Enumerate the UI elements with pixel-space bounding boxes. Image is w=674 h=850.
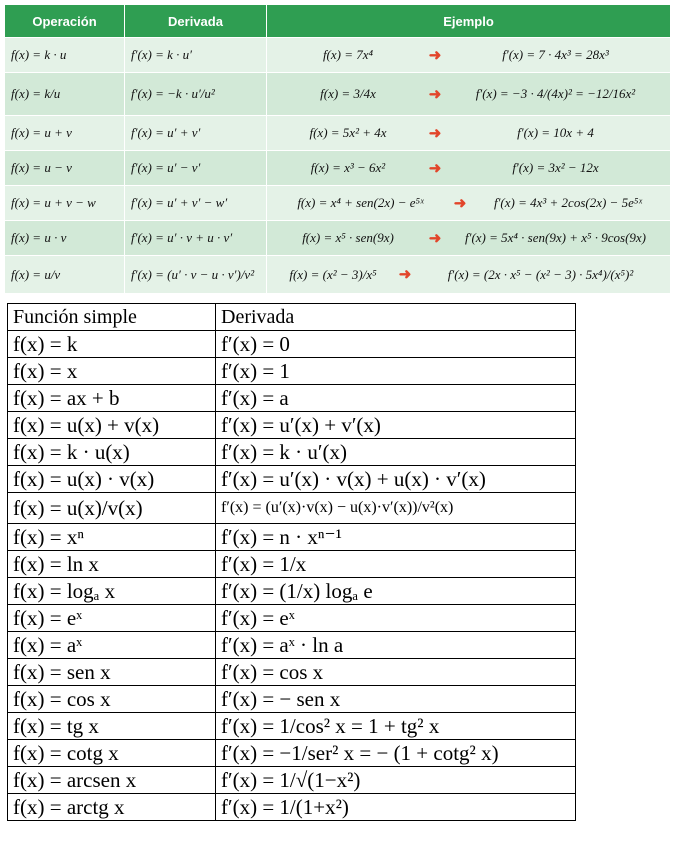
header-ejemplo: Ejemplo <box>267 5 671 38</box>
derivative-cell: f′(x) = 1 <box>216 358 576 385</box>
rule-row <box>8 578 576 605</box>
operation-row <box>5 151 671 186</box>
function-cell: f(x) = arctg x <box>8 794 216 821</box>
derivative-cell: f′(x) = u′ + v′ − w′ <box>125 186 267 221</box>
derivative-cell: f′(x) = cos x <box>216 659 576 686</box>
derivative-cell: f′(x) = 0 <box>216 331 576 358</box>
example-function: f(x) = x³ − 6x² <box>310 160 386 175</box>
derivative-cell: f′(x) = u′ + v′ <box>125 116 267 151</box>
operation-cell: f(x) = u + v <box>5 116 125 151</box>
function-cell: f(x) = k · u(x) <box>8 439 216 466</box>
arrow-icon: ➜ <box>428 230 442 247</box>
function-cell: f(x) = k <box>8 331 216 358</box>
rule-row <box>8 659 576 686</box>
rule-row <box>8 605 576 632</box>
header-funcion-simple: Función simple <box>8 304 216 331</box>
rule-row <box>8 385 576 412</box>
derivative-cell: f′(x) = k · u′ <box>125 38 267 73</box>
function-cell: f(x) = logₐ x <box>8 578 216 605</box>
arrow-icon: ➜ <box>453 195 467 212</box>
function-cell: f(x) = aˣ <box>8 632 216 659</box>
arrow-icon: ➜ <box>428 125 442 142</box>
function-cell: f(x) = arcsen x <box>8 767 216 794</box>
operation-row <box>5 116 671 151</box>
header-derivada: Derivada <box>216 304 576 331</box>
derivative-cell: f′(x) = −1/ser² x = − (1 + cotg² x) <box>216 740 576 767</box>
derivative-cell: f′(x) = 1/x <box>216 551 576 578</box>
rule-row <box>8 767 576 794</box>
derivative-cell: f′(x) = − sen x <box>216 686 576 713</box>
derivative-cell: f′(x) = a <box>216 385 576 412</box>
arrow-icon: ➜ <box>428 160 442 177</box>
rule-row <box>8 412 576 439</box>
derivative-cell: f′(x) = u′ · v + u · v′ <box>125 221 267 256</box>
operation-cell: f(x) = u/v <box>5 256 125 294</box>
derivative-cell: f′(x) = u′(x) + v′(x) <box>216 412 576 439</box>
rule-row <box>8 713 576 740</box>
example-derivative: f′(x) = (2x · x⁵ − (x² − 3) · 5x⁴)/(x⁵)² <box>447 266 634 282</box>
derivative-cell: f′(x) = 1/(1+x²) <box>216 794 576 821</box>
arrow-icon: ➜ <box>428 47 442 64</box>
function-cell: f(x) = tg x <box>8 713 216 740</box>
example-derivative: f′(x) = −3 · 4/(4x)² = −12/16x² <box>475 86 636 101</box>
example-cell <box>267 151 671 186</box>
function-cell: f(x) = xⁿ <box>8 524 216 551</box>
example-cell <box>267 38 671 73</box>
derivative-cell: f′(x) = n · xⁿ⁻¹ <box>216 524 576 551</box>
operation-row <box>5 186 671 221</box>
example-function: f(x) = 5x² + 4x <box>309 125 387 140</box>
example-derivative: f′(x) = 7 · 4x³ = 28x³ <box>502 47 609 62</box>
operation-cell: f(x) = k · u <box>5 38 125 73</box>
operations-header-row <box>5 5 671 38</box>
operation-row <box>5 256 671 294</box>
example-function: f(x) = x⁵ · sen(9x) <box>302 230 394 245</box>
rule-row <box>8 740 576 767</box>
function-cell: f(x) = ln x <box>8 551 216 578</box>
example-cell <box>267 73 671 116</box>
function-cell: f(x) = cos x <box>8 686 216 713</box>
derivative-rules-table <box>7 303 576 821</box>
derivative-cell: f′(x) = 1/cos² x = 1 + tg² x <box>216 713 576 740</box>
example-function: f(x) = x⁴ + sen(2x) − e⁵ˣ <box>297 195 424 210</box>
function-cell: f(x) = sen x <box>8 659 216 686</box>
example-function: f(x) = 7x⁴ <box>322 47 374 62</box>
operation-cell: f(x) = u − v <box>5 151 125 186</box>
rule-row <box>8 331 576 358</box>
derivative-cell: f′(x) = u′(x) · v(x) + u(x) · v′(x) <box>216 466 576 493</box>
example-derivative: f′(x) = 10x + 4 <box>517 125 594 140</box>
example-function: f(x) = (x² − 3)/x⁵ <box>289 266 377 282</box>
derivative-cell: f′(x) = 1/√(1−x²) <box>216 767 576 794</box>
header-derivada: Derivada <box>125 5 267 38</box>
rule-row <box>8 794 576 821</box>
function-cell: f(x) = u(x)/v(x) <box>8 493 216 524</box>
example-derivative: f′(x) = 3x² − 12x <box>512 160 599 175</box>
operations-table <box>4 4 671 294</box>
rules-header-row <box>8 304 576 331</box>
rule-row <box>8 358 576 385</box>
operation-row <box>5 38 671 73</box>
example-derivative: f′(x) = 4x³ + 2cos(2x) − 5e⁵ˣ <box>493 195 643 210</box>
operation-row <box>5 73 671 116</box>
operation-row <box>5 221 671 256</box>
example-derivative: f′(x) = 5x⁴ · sen(9x) + x⁵ · 9cos(9x) <box>464 230 647 245</box>
arrow-icon: ➜ <box>398 267 412 283</box>
derivative-cell: f′(x) = aˣ · ln a <box>216 632 576 659</box>
rule-row <box>8 551 576 578</box>
rule-row <box>8 439 576 466</box>
function-cell: f(x) = eˣ <box>8 605 216 632</box>
example-cell <box>267 186 671 221</box>
derivative-cell: f′(x) = u′ − v′ <box>125 151 267 186</box>
derivative-cell: f′(x) = (u′ · v − u · v′)/v² <box>125 256 267 294</box>
derivative-cell: f′(x) = (1/x) logₐ e <box>216 578 576 605</box>
function-cell: f(x) = u(x) · v(x) <box>8 466 216 493</box>
example-function: f(x) = 3/4x <box>320 86 376 101</box>
rule-row <box>8 466 576 493</box>
rule-row <box>8 632 576 659</box>
example-cell <box>267 116 671 151</box>
operation-cell: f(x) = u + v − w <box>5 186 125 221</box>
derivative-cell: f′(x) = (u′(x)·v(x) − u(x)·v′(x))/v²(x) <box>216 493 576 524</box>
rule-row <box>8 686 576 713</box>
example-cell <box>267 221 671 256</box>
derivative-cell: f′(x) = k · u′(x) <box>216 439 576 466</box>
function-cell: f(x) = ax + b <box>8 385 216 412</box>
function-cell: f(x) = cotg x <box>8 740 216 767</box>
derivative-cell: f′(x) = −k · u′/u² <box>125 73 267 116</box>
arrow-icon: ➜ <box>428 86 442 103</box>
derivative-cell: f′(x) = eˣ <box>216 605 576 632</box>
example-cell <box>267 256 671 294</box>
rule-row <box>8 524 576 551</box>
function-cell: f(x) = u(x) + v(x) <box>8 412 216 439</box>
header-operacion: Operación <box>5 5 125 38</box>
function-cell: f(x) = x <box>8 358 216 385</box>
operation-cell: f(x) = u · v <box>5 221 125 256</box>
operation-cell: f(x) = k/u <box>5 73 125 116</box>
rule-row <box>8 493 576 524</box>
